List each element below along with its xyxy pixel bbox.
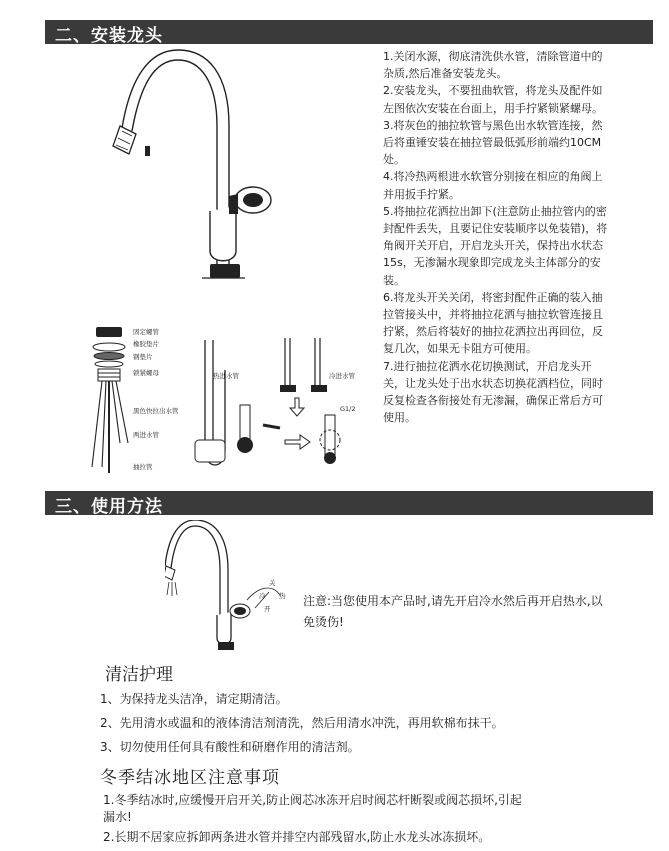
dial-on: 开 — [264, 605, 271, 613]
label-hot-inlet: 热进水管 — [213, 372, 239, 380]
care-heading: 清洁护理 — [105, 665, 173, 685]
install-step: 2.安装龙头，不要扭曲软管，将龙头及配件如左图依次安装在台面上，用手拧紧锁紧螺母。 — [383, 84, 603, 115]
hose-valve-diagram — [185, 330, 365, 480]
care-item: 2、先用清水或温和的液体清洁剂清洗，然后用清水冲洗，再用软棉布抹干。 — [100, 716, 504, 730]
label-fixing-nut: 固定螺管 — [133, 328, 159, 336]
label-cold-inlet: 冷进水管 — [329, 372, 355, 380]
usage-faucet-illustration — [165, 520, 305, 655]
section-banner-install — [45, 20, 653, 44]
install-steps — [383, 48, 611, 426]
label-black-outlet-hose: 黑色快拉出水管 — [133, 407, 179, 415]
install-step: 1.关闭水源，彻底清洗供水管，清除管道中的杂质,然后准备安装龙头。 — [383, 50, 603, 81]
label-lock-nut: 锁紧螺母 — [133, 369, 159, 377]
dial-cold: 冷 — [259, 592, 266, 600]
label-twin-inlet-pipe: 两进水管 — [133, 431, 159, 439]
install-step: 7.进行抽拉花洒水花切换测试，开启龙头开关，让龙头处于出水状态切换花洒档位，同时反复检查各衔接处有无渗漏，确保正常后方可使用。 — [383, 359, 603, 425]
dial-off: 关 — [269, 579, 276, 587]
winter-item: 2.长期不居家应拆卸两条进水管并排空内部残留水,防止水龙头冰冻损坏。 — [103, 830, 491, 844]
install-step: 5.将抽拉花洒拉出卸下(注意防止抽拉管内的密封配件丢失，且要记住安装顺序以免装错)，将角阀开关开启，开启龙头开关，保持出水状态15s，无渗漏水现象即完成龙头主体部分的安装。 — [383, 204, 608, 287]
care-item: 1、为保持龙头洁净，请定期清洁。 — [100, 692, 288, 706]
section-title: 三、使用方法 — [55, 497, 163, 517]
winter-item: 1.冬季结冰时,应缓慢开启开关,防止阀芯冰冻开启时阀芯杆断裂或阀芯损坏,引起漏水! — [103, 793, 522, 824]
winter-heading: 冬季结冰地区注意事项 — [100, 768, 280, 788]
usage-note: 注意:当您使用本产品时,请先开启冷水然后再开启热水,以免烫伤! — [303, 594, 603, 629]
parts-diagram — [88, 325, 133, 475]
label-thread-size: G1/2 — [340, 405, 356, 413]
install-step: 4.将冷热两根进水软管分别接在相应的角阀上并用扳手拧紧。 — [383, 170, 603, 201]
install-step: 6.将龙头开关关闭，将密封配件正确的装入抽拉管接头中，并将抽拉花洒与抽拉软管连接且拧紧，然后将装好的抽拉花洒拉出再回位，反复几次，如果无卡阻方可使用。 — [383, 290, 603, 356]
care-item: 3、切勿使用任何具有酸性和研磨作用的清洁剂。 — [100, 740, 360, 754]
faucet-illustration — [110, 46, 300, 296]
label-steel-gasket: 钢垫片 — [133, 353, 153, 361]
install-step: 3.将灰色的抽拉软管与黑色出水软管连接，然后将重锤安装在抽拉管最低弧形前端约10CM处。 — [383, 118, 603, 167]
dial-hot: 热 — [279, 592, 286, 600]
section-banner-usage — [45, 491, 653, 515]
section-title: 二、安装龙头 — [55, 26, 163, 46]
label-pull-pipe: 抽拉管 — [133, 463, 153, 471]
label-rubber-gasket: 橡胶垫片 — [133, 340, 159, 348]
